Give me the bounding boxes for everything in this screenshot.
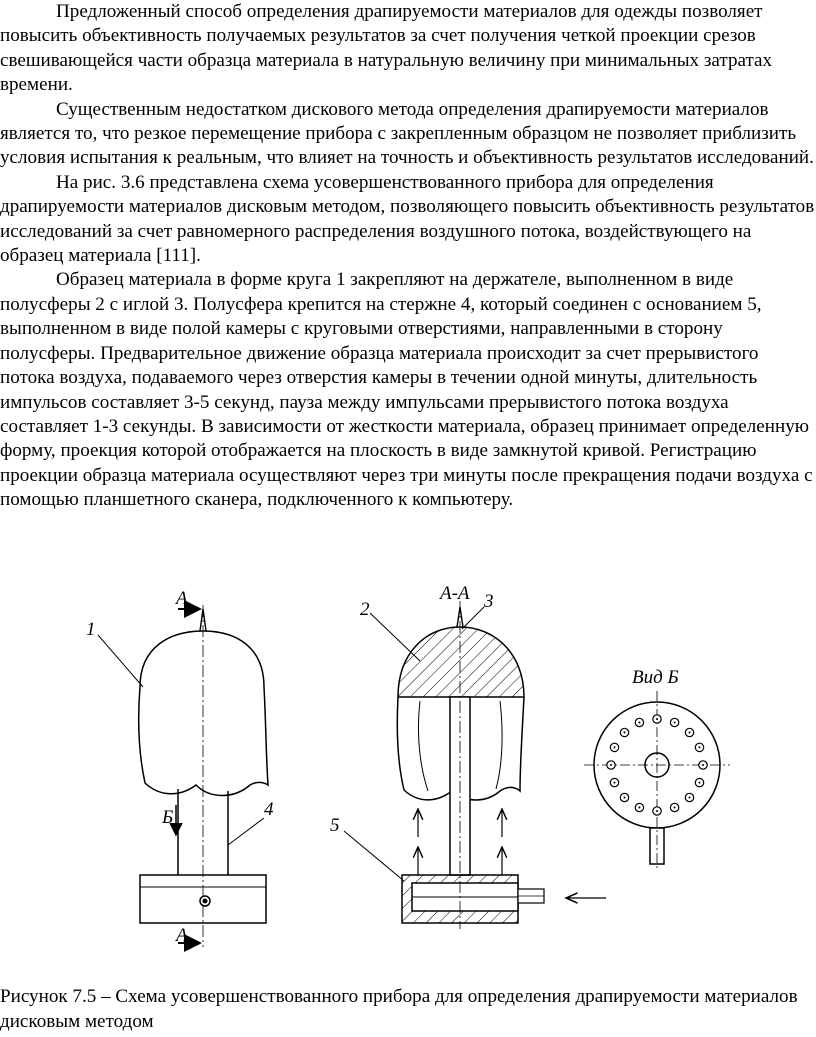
label-a-top: А [176,588,188,609]
label-2: 2 [360,599,370,620]
air-hole-center [624,797,626,799]
section-view [344,601,606,929]
air-hole-center [614,782,616,784]
air-hole-center [699,782,701,784]
air-hole-center [689,732,691,734]
label-3: 3 [484,591,494,612]
paragraph-3: На рис. 3.6 представлена схема усовершенствованного прибора для определения драпируемости материалов дисковым методом, позволяющего повысить объективность результатов исследований за счет равномерного распределения воздушного потока, воздействующего на образец материала [111]. [0,171,815,267]
air-hole-center [674,807,676,809]
front-view [98,605,268,947]
label-5: 5 [330,815,340,836]
air-hole-center [689,797,691,799]
body-text [0,0,816,513]
label-1: 1 [86,619,96,640]
device-diagram [0,585,816,980]
air-hole-center [610,764,612,766]
paragraph-1: Предложенный способ определения драпируемости материалов для одежды позволяет повысить объективность получаемых результатов за счет получения четкой проекции срезов свешивающейся части образца материала в натуральную величину при минимальных затратах времени. [0,1,773,96]
air-hole-center [614,746,616,748]
label-section: А-А [440,585,470,604]
air-hole-center [624,732,626,734]
air-hole-center [656,718,658,720]
label-4: 4 [264,799,274,820]
air-hole-center [702,764,704,766]
figure-caption: Рисунок 7.5 – Схема усовершенствованного прибора для определения драпируемости материалов дисковым методом [0,986,798,1032]
air-hole-center [656,810,658,812]
label-b-arrow: Б [162,807,174,828]
label-a-bottom: А [176,925,188,946]
paragraph-4: Образец материала в форме круга 1 закрепляют на держателе, выполненном в виде полусферы 2 с иглой 3. Полусфера крепится на стержне 4, который соединен с основанием 5, выполненном в виде полой камеры с круговыми отверстиями, направленными в сторону полусферы. Предварительное движение образца материала происходит за счет прерывистого потока воздуха, подаваемого через отверстия камеры в течении одной минуты, длительность импульсов составляет 3-5 секунд, пауза между импульсами прерывистого потока воздуха составляет 1-3 секунды. В зависимости от жесткости материала, образец принимает определенную форму, проекция которой отображается на плоскость в виде замкнутой кривой. Регистрацию проекции образца материала осуществляют через три минуты после прекращения подачи воздуха с помощью планшетного сканера, подключенного к компьютеру. [0,269,813,511]
label-view-b: Вид Б [632,667,679,688]
paragraph-2: Существенным недостатком дискового метода определения драпируемости материалов является то, что резкое перемещение прибора с закрепленным образцом не позволяет приблизить условия испытания к реальным, что влияет на точность и объективность результатов исследований. [0,98,814,169]
air-hole-center [638,807,640,809]
air-hole-center [699,746,701,748]
air-hole-center [674,722,676,724]
air-hole-center [638,722,640,724]
